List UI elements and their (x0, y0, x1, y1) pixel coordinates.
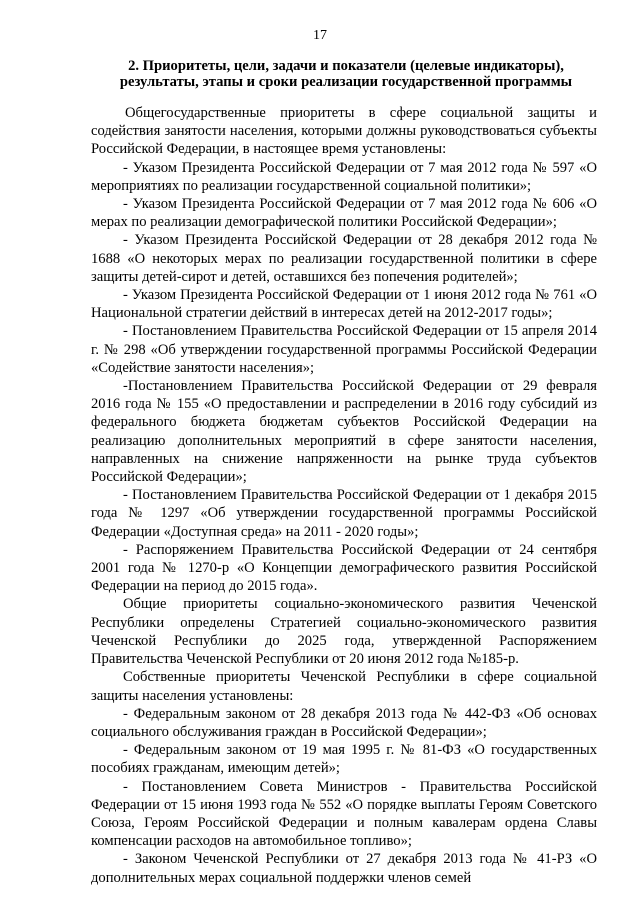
paragraph: - Федеральным законом от 28 декабря 2013 года № 442-ФЗ «Об основах социального обслуживания граждан в Российской Федерации»; (91, 705, 597, 740)
paragraph: - Распоряжением Правительства Российской Федерации от 24 сентября 2001 года № 1270-р «О Концепции демографического развития Российской Федерации на период до 2015 года». (91, 541, 597, 595)
body-text (91, 104, 597, 887)
page-number: 17 (313, 28, 327, 43)
paragraph: - Указом Президента Российской Федерации от 1 июня 2012 года № 761 «О Национальной стратегии действий в интересах детей на 2012-2017 годы»; (91, 287, 597, 322)
paragraph: - Указом Президента Российской Федерации от 28 декабря 2012 года № 1688 «О некоторых мерах по реализации государственной политики в сфере защиты детей-сирот и детей, оставшихся без попечения родителей»; (91, 232, 597, 285)
paragraph: Собственные приоритеты Чеченской Республики в сфере социальной защиты населения установлены: (91, 669, 597, 704)
paragraph: - Постановлением Совета Министров - Правительства Российской Федерации от 15 июня 1993 года № 552 «О порядке выплаты Героям Советского Союза, Героям Российской Федерации и полным кавалерам ордена Славы компенсации расходов на автомобильное топливо»; (91, 778, 597, 850)
paragraph: - Указом Президента Российской Федерации от 7 мая 2012 года № 606 «О мерах по реализации демографической политики Российской Федерации»; (91, 196, 597, 231)
paragraph: Общие приоритеты социально-экономического развития Чеченской Республики определены Стратегией социально-экономического развития Чеченской Республики до 2025 года, утвержденной Распоряжением Правительства Чеченской Республики от 20 июня 2012 года №185-р. (91, 596, 597, 668)
paragraph: - Федеральным законом от 19 мая 1995 г. № 81-ФЗ «О государственных пособиях гражданам, имеющим детей»; (91, 742, 597, 777)
paragraph: Общегосударственные приоритеты в сфере социальной защиты и содействия занятости населения, которыми должны руководствоваться субъекты Российской Федерации, в настоящее время установлены: (91, 105, 597, 158)
section-heading: 2. Приоритеты, цели, задачи и показатели (целевые индикаторы), результаты, этапы и сроки реализации государственной программы (119, 58, 573, 90)
paragraph: - Законом Чеченской Республики от 27 декабря 2013 года № 41-РЗ «О дополнительных мерах социальной поддержки членов семей (91, 851, 597, 886)
paragraph: - Указом Президента Российской Федерации от 7 мая 2012 года № 597 «О мероприятиях по реализации государственной социальной политики»; (91, 159, 597, 194)
paragraph: - Постановлением Правительства Российской Федерации от 15 апреля 2014 г. № 298 «Об утверждении государственной программы Российской Федерации «Содействие занятости населения»; (91, 323, 597, 376)
paragraph: -Постановлением Правительства Российской Федерации от 29 февраля 2016 года № 155 «О предоставлении и распределении в 2016 году субсидий из федерального бюджета бюджетам субъектов Российской Федерации на реализацию дополнительных мероприятий в сфере занятости населения, направленных на снижение напряженности на рынке труда субъектов Российской Федерации»; (91, 378, 597, 486)
paragraph: - Постановлением Правительства Российской Федерации от 1 декабря 2015 года № 1297 «Об утверждении государственной программы Российской Федерации «Доступная среда» на 2011 - 2020 годы»; (91, 487, 597, 540)
